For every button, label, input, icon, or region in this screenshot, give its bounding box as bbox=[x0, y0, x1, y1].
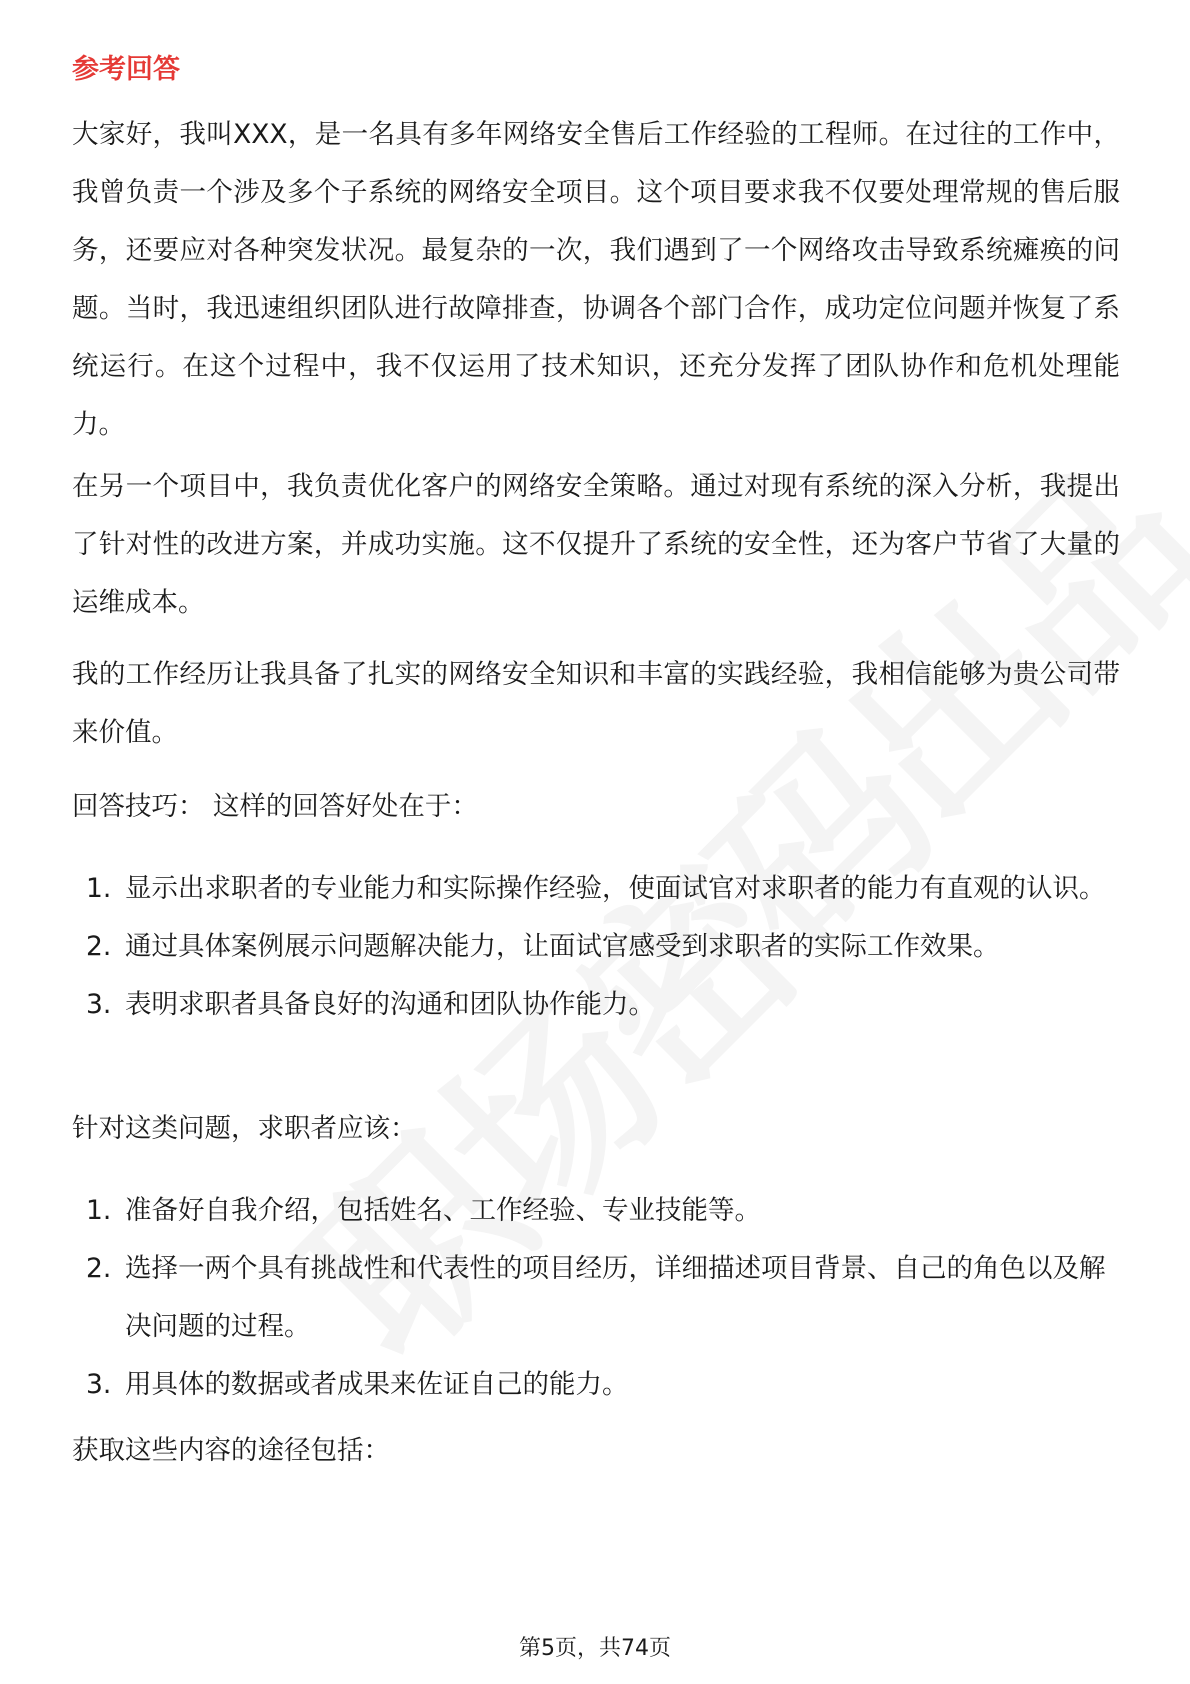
section-heading: 参考回答 bbox=[72, 54, 180, 85]
tips-intro: 回答技巧： 这样的回答好处在于： bbox=[72, 791, 478, 822]
list-item bbox=[72, 1182, 1120, 1240]
advice-intro: 针对这类问题，求职者应该： bbox=[72, 1113, 417, 1144]
list-number: 1. bbox=[86, 873, 112, 904]
list-number: 2. bbox=[86, 931, 112, 962]
list-item-text: 表明求职者具备良好的沟通和团队协作能力。 bbox=[125, 989, 655, 1020]
list-item bbox=[72, 918, 1120, 976]
list-item-text: 用具体的数据或者成果来佐证自己的能力。 bbox=[125, 1369, 629, 1400]
advice-list bbox=[72, 1182, 1120, 1414]
list-item-text: 选择一两个具有挑战性和代表性的项目经历，详细描述项目背景、自己的角色以及解决问题的过程。 bbox=[125, 1253, 1106, 1342]
sources-intro: 获取这些内容的途径包括： bbox=[72, 1435, 390, 1466]
list-number: 3. bbox=[86, 1369, 112, 1400]
paragraph-closing: 我的工作经历让我具备了扎实的网络安全知识和丰富的实践经验，我相信能够为贵公司带来价值。 bbox=[72, 659, 1120, 748]
list-item-text: 准备好自我介绍，包括姓名、工作经验、专业技能等。 bbox=[125, 1195, 761, 1226]
list-item-text: 显示出求职者的专业能力和实际操作经验，使面试官对求职者的能力有直观的认识。 bbox=[125, 873, 1106, 904]
tips-list bbox=[72, 860, 1120, 1034]
list-item bbox=[72, 1356, 1120, 1414]
paragraph-project: 在另一个项目中，我负责优化客户的网络安全策略。通过对现有系统的深入分析，我提出了针对性的改进方案，并成功实施。这不仅提升了系统的安全性，还为客户节省了大量的运维成本。 bbox=[72, 471, 1120, 618]
list-item bbox=[72, 1240, 1120, 1356]
list-number: 2. bbox=[86, 1253, 112, 1284]
list-item bbox=[72, 860, 1120, 918]
list-number: 1. bbox=[86, 1195, 112, 1226]
list-item-text: 通过具体案例展示问题解决能力，让面试官感受到求职者的实际工作效果。 bbox=[125, 931, 1000, 962]
list-number: 3. bbox=[86, 989, 112, 1020]
page-footer: 第5页，共74页 bbox=[519, 1636, 671, 1661]
paragraph-intro: 大家好，我叫XXX，是一名具有多年网络安全售后工作经验的工程师。在过往的工作中，我曾负责一个涉及多个子系统的网络安全项目。这个项目要求我不仅要处理常规的售后服务，还要应对各种突发状况。最复杂的一次，我们遇到了一个网络攻击导致系统瘫痪的问题。当时，我迅速组织团队进行故障排查，协调各个部门合作，成功定位问题并恢复了系统运行。在这个过程中，我不仅运用了技术知识，还充分发挥了团队协作和危机处理能力。 bbox=[72, 119, 1120, 440]
list-item bbox=[72, 976, 1120, 1034]
